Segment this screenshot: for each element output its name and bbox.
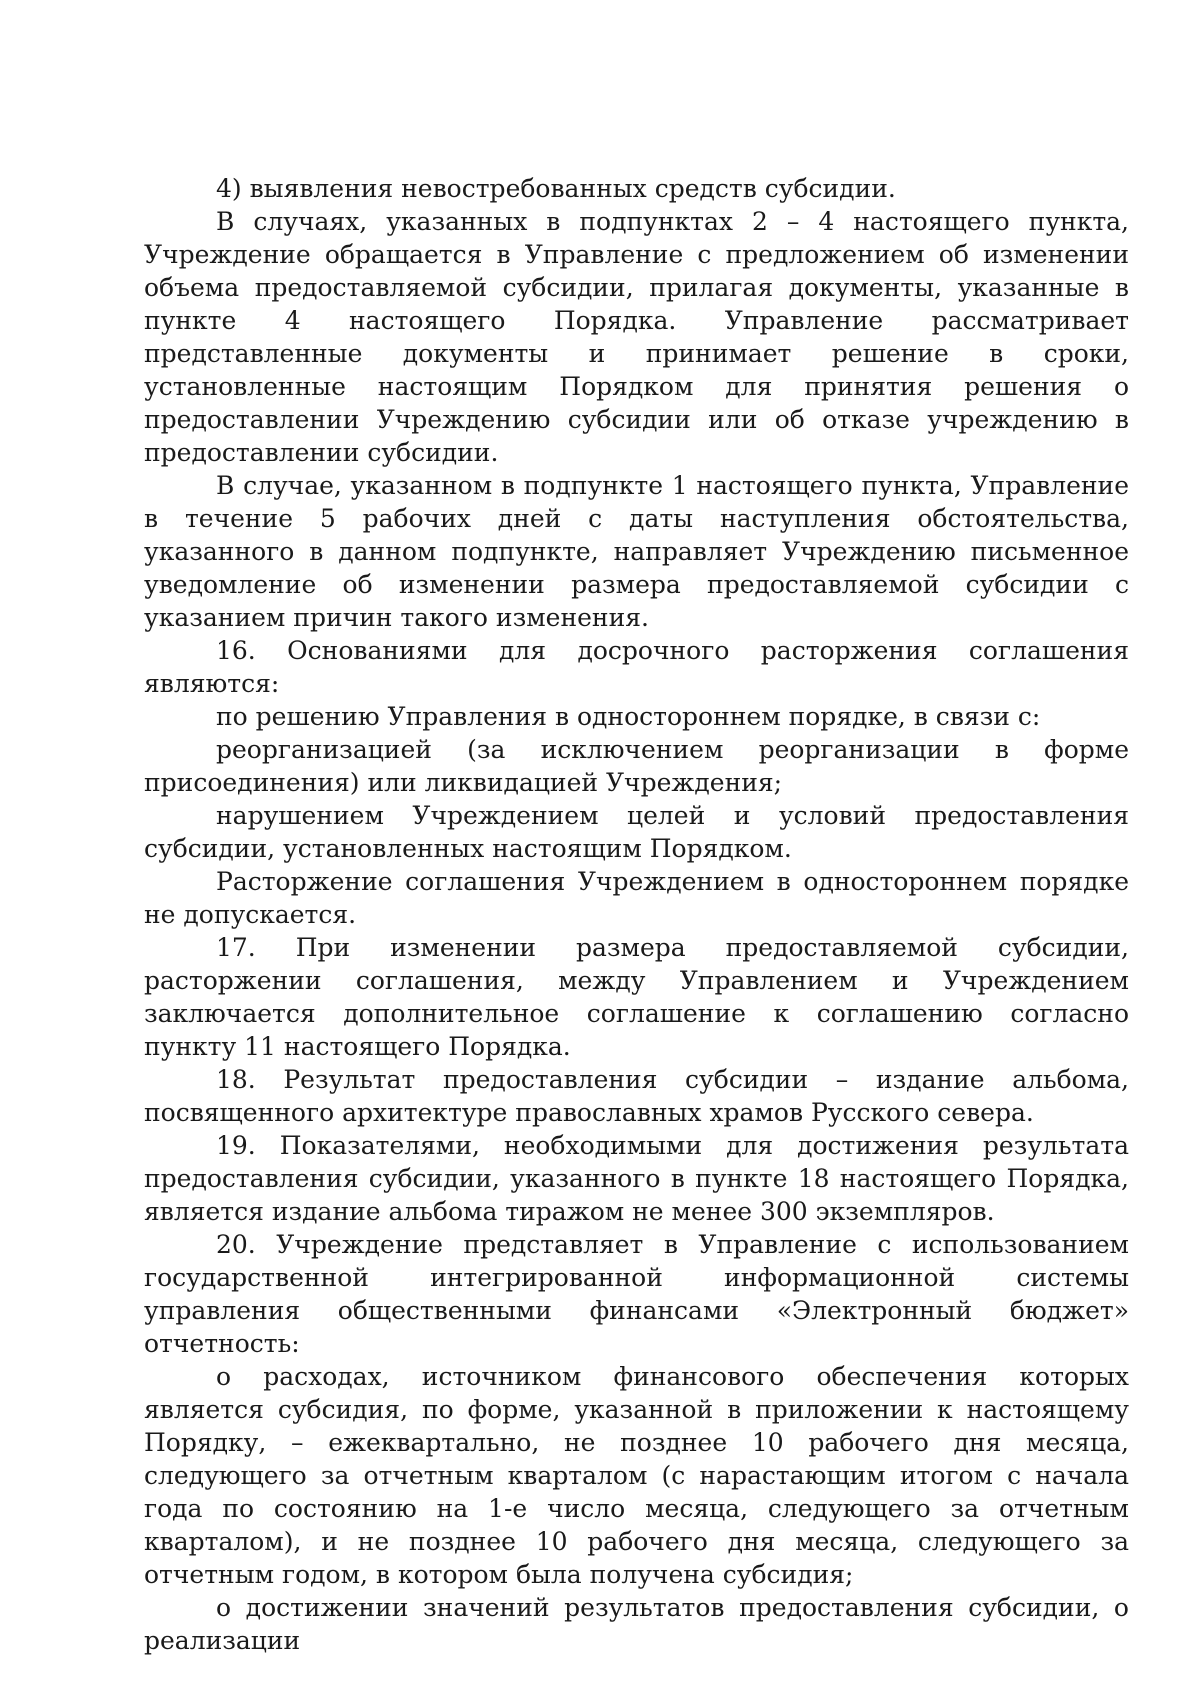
- paragraph-clause-17: 17. При изменении размера предоставляемой субсидии, расторжении соглашения, между Управлением и Учреждением заключается дополнительное соглашение к соглашению согласно пункту 11 настоящего Порядка.: [144, 933, 1129, 1061]
- paragraph-clause-16: 16. Основаниями для досрочного расторжения соглашения являются:: [144, 636, 1129, 698]
- paragraph-2: В случаях, указанных в подпунктах 2 – 4 настоящего пункта, Учреждение обращается в Управление с предложением об изменении объема предоставляемой субсидии, прилагая документы, указанные в пункте 4 настоящего Порядка. Управление рассматривает представленные документы и принимает решение в сроки, установленные настоящим Порядком для принятия решения о предоставлении Учреждению субсидии или об отказе учреждению в предоставлении субсидии.: [144, 207, 1129, 467]
- document-page: [144, 172, 1129, 1657]
- paragraph-clause-19: 19. Показателями, необходимыми для достижения результата предоставления субсидии, указанного в пункте 18 настоящего Порядка, является издание альбома тиражом не менее 300 экземпляров.: [144, 1131, 1129, 1226]
- paragraph-5: по решению Управления в одностороннем порядке, в связи с:: [216, 702, 1041, 731]
- paragraph-clause-18: 18. Результат предоставления субсидии – издание альбома, посвященного архитектуре православных храмов Русского севера.: [144, 1065, 1129, 1127]
- paragraph-1: 4) выявления невостребованных средств субсидии.: [216, 174, 896, 203]
- paragraph-7: нарушением Учреждением целей и условий предоставления субсидии, установленных настоящим Порядком.: [144, 801, 1129, 863]
- paragraph-clause-20: 20. Учреждение представляет в Управление с использованием государственной интегрированной информационной системы управления общественными финансами «Электронный бюджет» отчетность:: [144, 1230, 1129, 1358]
- paragraph-13: о расходах, источником финансового обеспечения которых является субсидия, по форме, указанной в приложении к настоящему Порядку, – ежеквартально, не позднее 10 рабочего дня месяца, следующего за отчетным кварталом (с нарастающим итогом с начала года по состоянию на 1-е число месяца, следующего за отчетным кварталом), и не позднее 10 рабочего дня месяца, следующего за отчетным годом, в котором была получена субсидия;: [144, 1362, 1129, 1589]
- paragraph-14: о достижении значений результатов предоставления субсидии, о реализации: [144, 1593, 1129, 1655]
- paragraph-6: реорганизацией (за исключением реорганизации в форме присоединения) или ликвидацией Учреждения;: [144, 735, 1129, 797]
- paragraph-8: Расторжение соглашения Учреждением в одностороннем порядке не допускается.: [144, 867, 1129, 929]
- paragraph-3: В случае, указанном в подпункте 1 настоящего пункта, Управление в течение 5 рабочих дней с даты наступления обстоятельства, указанного в данном подпункте, направляет Учреждению письменное уведомление об изменении размера предоставляемой субсидии с указанием причин такого изменения.: [144, 471, 1129, 632]
